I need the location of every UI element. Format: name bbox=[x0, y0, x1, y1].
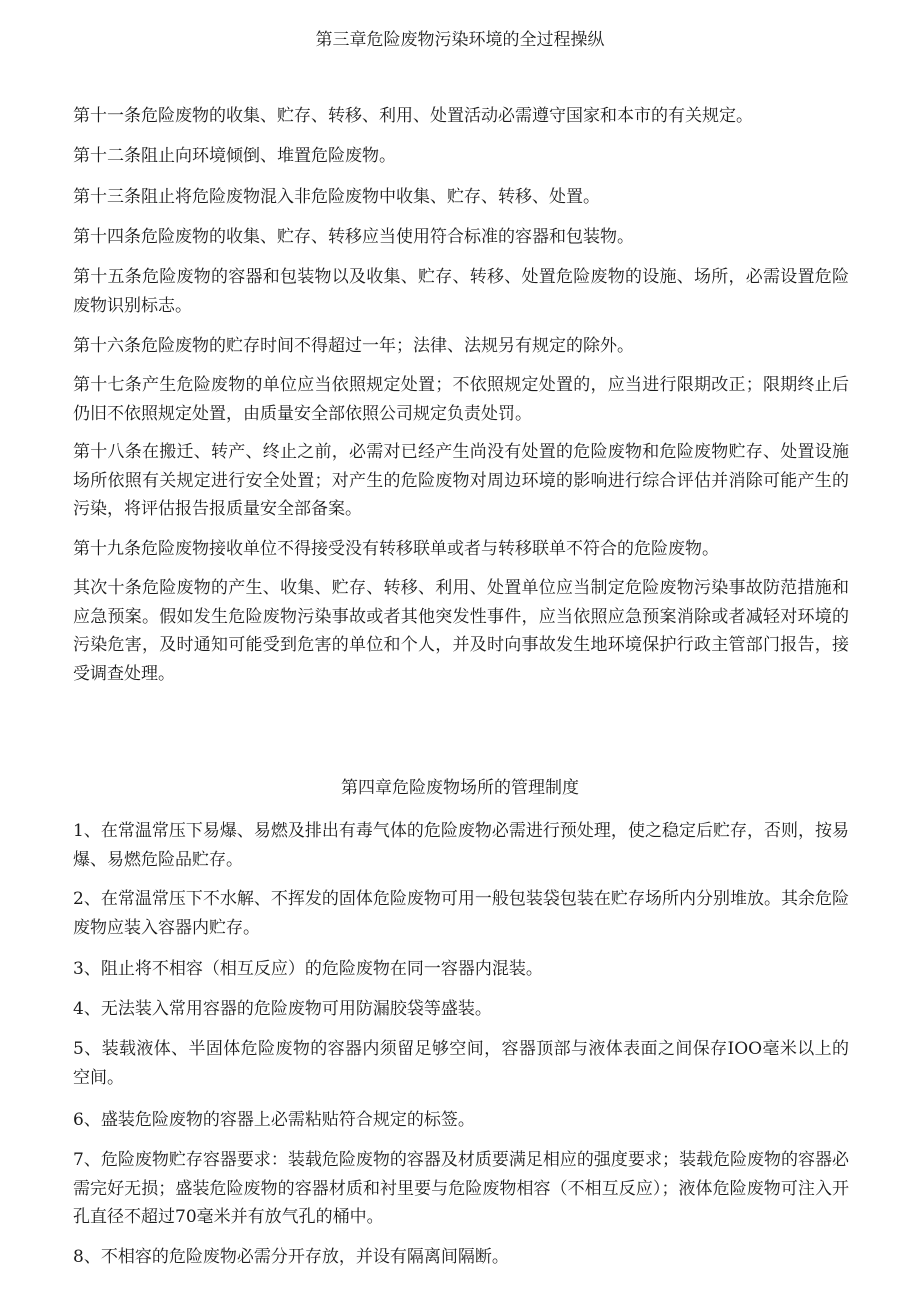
article-12: 第十二条阻止向环境倾倒、堆置危险废物。 bbox=[73, 146, 396, 166]
article-14: 第十四条危险废物的收集、贮存、转移应当使用符合标准的容器和包装物。 bbox=[73, 227, 634, 247]
rule-item-4: 4、无法装入常用容器的危险废物可用防漏胶袋等盛装。 bbox=[73, 999, 492, 1019]
rule-item-3: 3、阻止将不相容（相互反应）的危险废物在同一容器内混装。 bbox=[73, 959, 543, 979]
article-17: 第十七条产生危险废物的单位应当依照规定处置；不依照规定处置的，应当进行限期改正；限期终止后仍旧不依照规定处置，由质量安全部依照公司规定负责处罚。 bbox=[73, 375, 849, 424]
article-20: 其次十条危险废物的产生、收集、贮存、转移、利用、处置单位应当制定危险废物污染事故防范措施和应急预案。假如发生危险废物污染事故或者其他突发性事件，应当依照应急预案消除或者减轻对环境的污染危害，及时通知可能受到危害的单位和个人，并及时向事故发生地环境保护行政主管部门报告，接受调查处理。 bbox=[73, 578, 849, 684]
article-13: 第十三条阻止将危险废物混入非危险废物中收集、贮存、转移、处置。 bbox=[73, 187, 600, 207]
article-11: 第十一条危险废物的收集、贮存、转移、利用、处置活动必需遵守国家和本市的有关规定。 bbox=[73, 106, 753, 126]
rule-item-6: 6、盛装危险废物的容器上必需粘贴符合规定的标签。 bbox=[73, 1110, 475, 1130]
article-15: 第十五条危险废物的容器和包装物以及收集、贮存、转移、处置危险废物的设施、场所，必需设置危险废物识别标志。 bbox=[73, 267, 849, 316]
rule-item-2: 2、在常温常压下不水解、不挥发的固体危险废物可用一般包装袋包装在贮存场所内分别堆放。其余危险废物应装入容器内贮存。 bbox=[73, 889, 849, 938]
chapter-3-title: 第三章危险废物污染环境的全过程操纵 bbox=[315, 30, 605, 50]
chapter-4-title: 第四章危险废物场所的管理制度 bbox=[341, 778, 579, 798]
rule-item-1: 1、在常温常压下易爆、易燃及排出有毒气体的危险废物必需进行预处理，使之稳定后贮存，否则，按易爆、易燃危险品贮存。 bbox=[73, 821, 849, 870]
article-18: 第十八条在搬迁、转产、终止之前，必需对已经产生尚没有处置的危险废物和危险废物贮存、处置设施场所依照有关规定进行安全处置；对产生的危险废物对周边环境的影响进行综合评估并消除可能产生的污染，将评估报告报质量安全部备案。 bbox=[73, 442, 849, 519]
article-19: 第十九条危险废物接收单位不得接受没有转移联单或者与转移联单不符合的危险废物。 bbox=[73, 539, 719, 559]
rule-item-8: 8、不相容的危险废物必需分开存放，并设有隔离间隔断。 bbox=[73, 1247, 509, 1267]
rule-item-7: 7、危险废物贮存容器要求：装载危险废物的容器及材质要满足相应的强度要求；装载危险废物的容器必需完好无损；盛装危险废物的容器材质和衬里要与危险废物相容（不相互反应）；液体危险废物可注入开孔直径不超过70毫米并有放气孔的桶中。 bbox=[73, 1150, 849, 1227]
article-16: 第十六条危险废物的贮存时间不得超过一年；法律、法规另有规定的除外。 bbox=[73, 336, 634, 356]
rule-item-5: 5、装载液体、半固体危险废物的容器内须留足够空间，容器顶部与液体表面之间保存IOO毫米以上的空间。 bbox=[73, 1039, 849, 1088]
